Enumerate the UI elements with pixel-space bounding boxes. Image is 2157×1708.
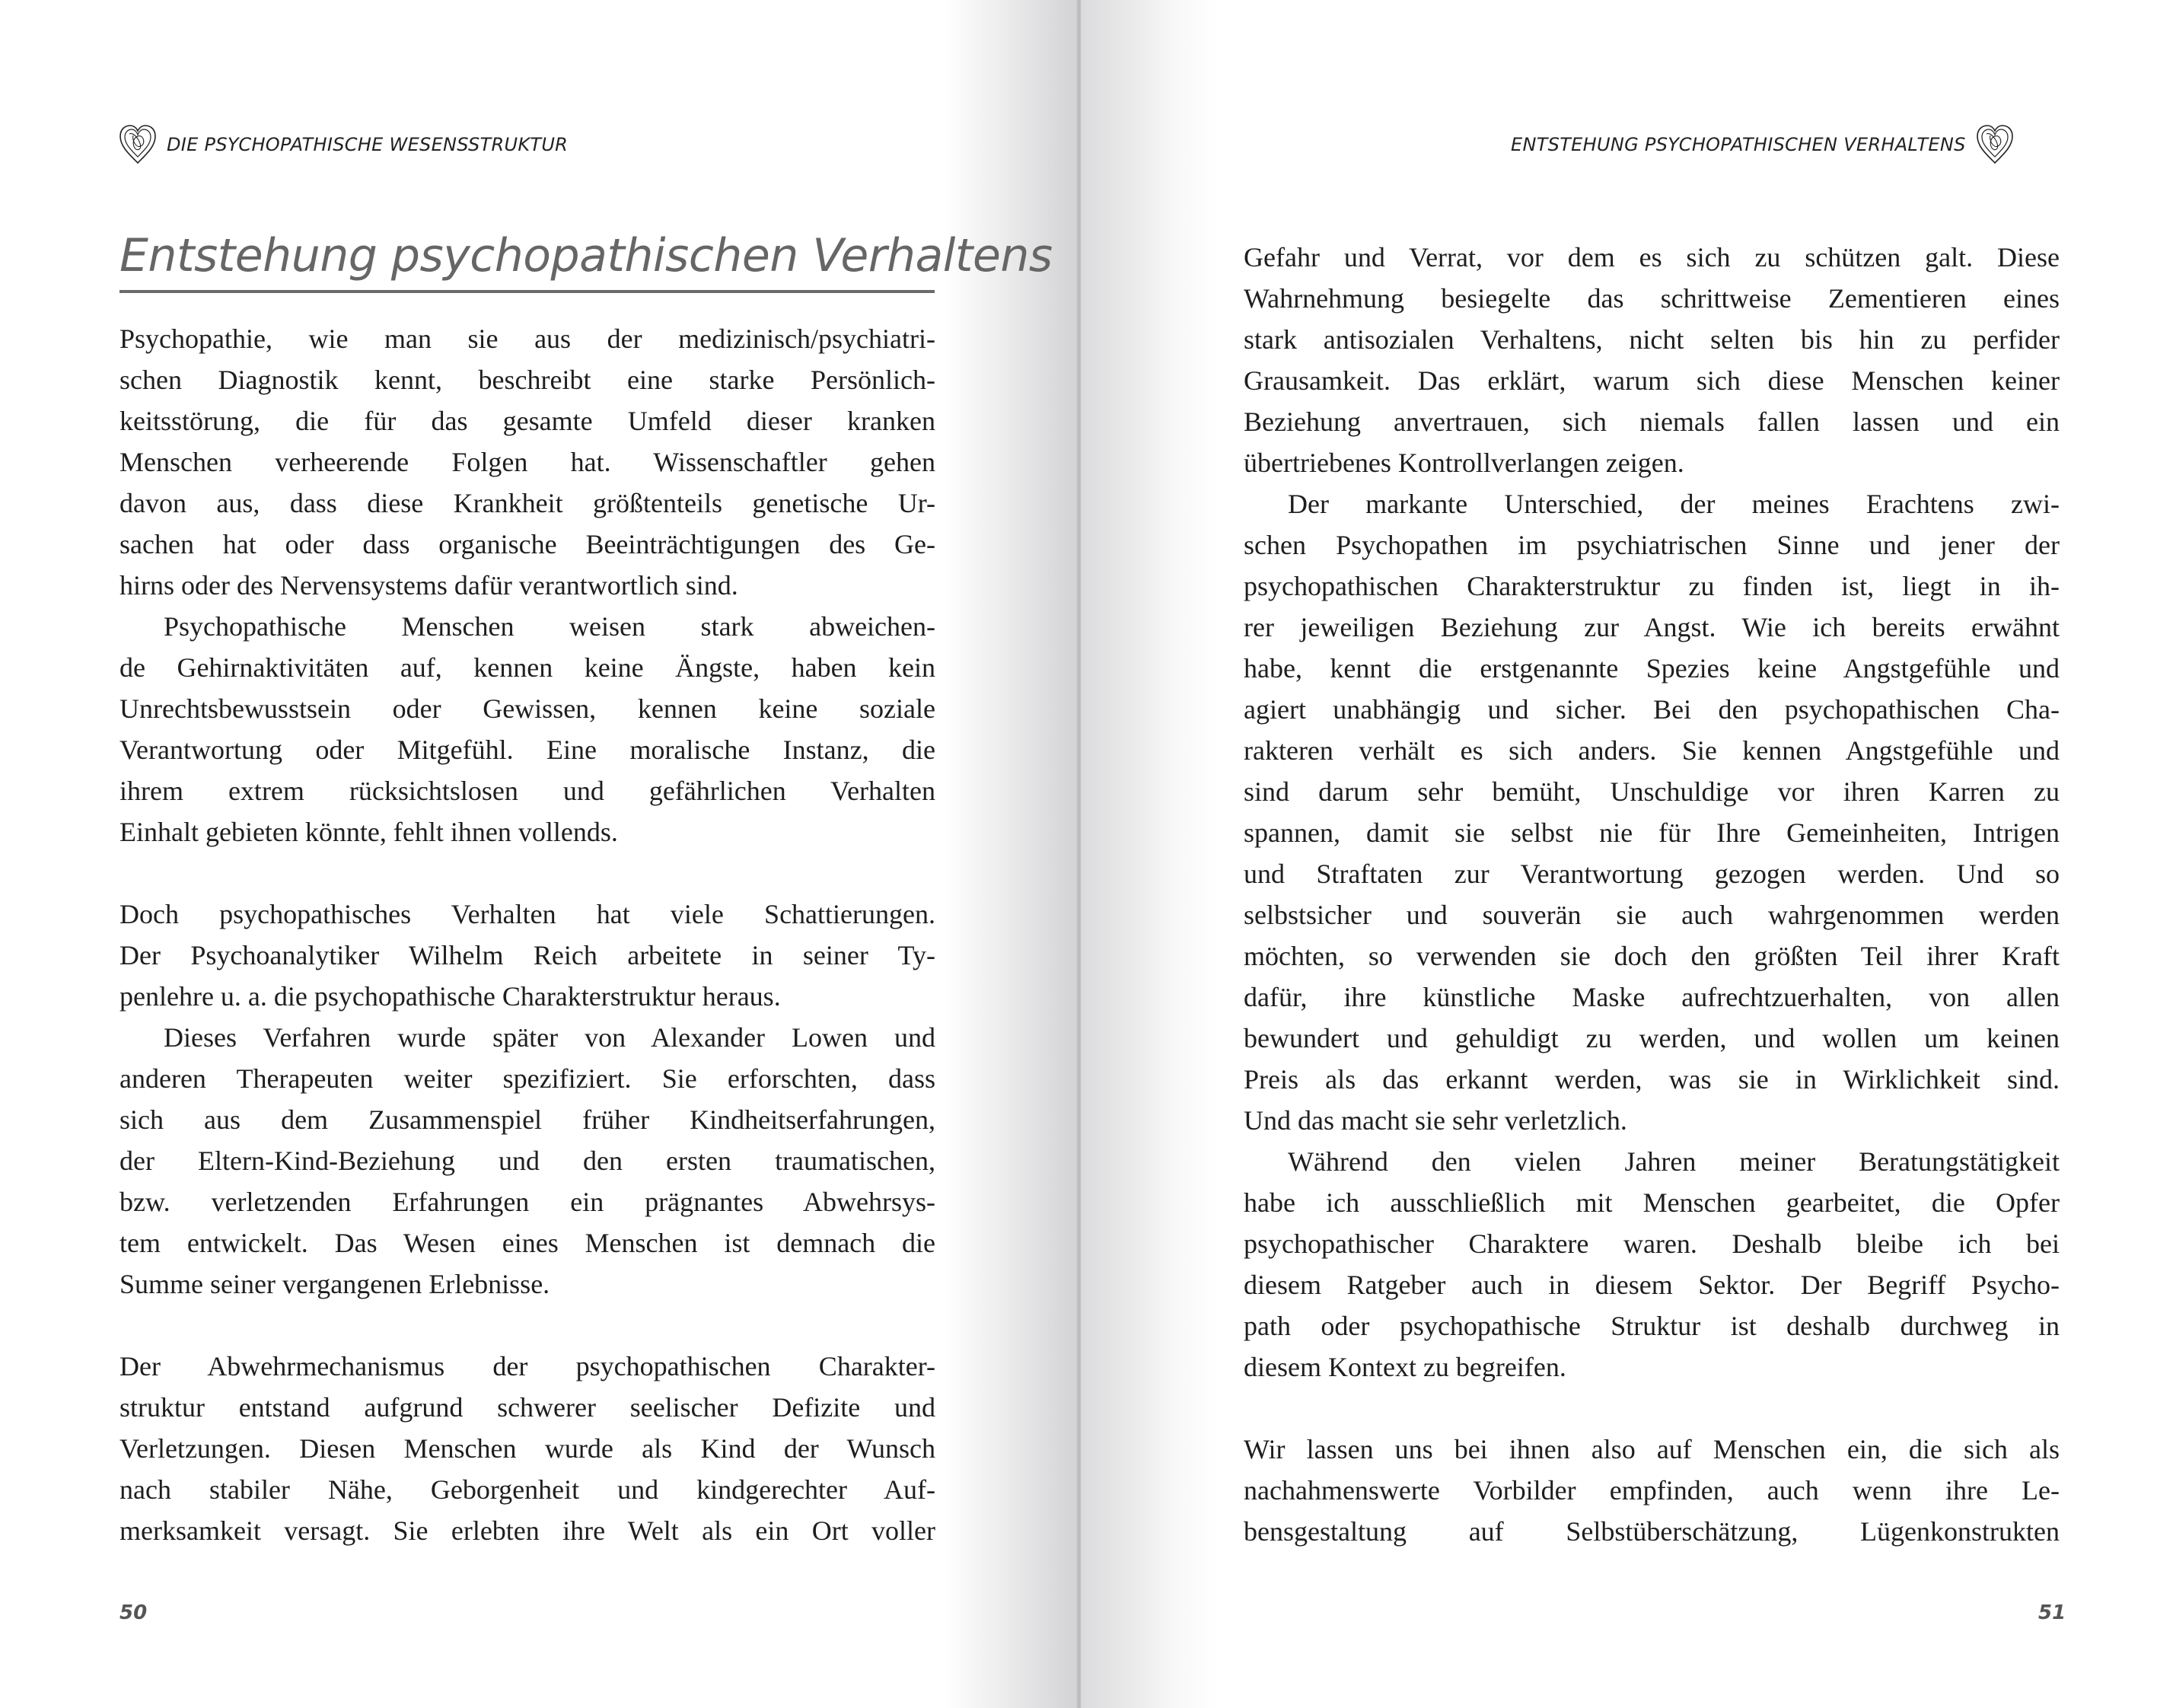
text-line: Verantwortung oder Mitgefühl. Eine moralische Instanz, die — [119, 735, 935, 765]
text-line: möchten, so verwenden sie doch den größten Teil ihrer Kraft — [1244, 941, 2060, 971]
paragraph — [1244, 1429, 2060, 1552]
text-line: habe ich ausschließlich mit Menschen gearbeitet, die Opfer — [1244, 1187, 2060, 1218]
text-line: agiert unabhängig und sicher. Bei den psychopathischen Cha- — [1244, 694, 2060, 725]
text-line: de Gehirnaktivitäten auf, kennen keine Ängste, haben kein — [119, 652, 935, 683]
text-line: penlehre u. a. die psychopathische Charakterstruktur heraus. — [119, 981, 781, 1012]
text-line: rakteren verhält es sich anders. Sie kennen Angstgefühle und — [1244, 735, 2060, 766]
paragraph — [119, 606, 935, 852]
text-line: Und das macht sie sehr verletzlich. — [1244, 1105, 1627, 1136]
text-line: selbstsicher und souverän sie auch wahrgenommen werden — [1244, 900, 2060, 930]
text-line: Der markante Unterschied, der meines Erachtens zwi- — [1288, 489, 2060, 519]
right-running-head — [1511, 128, 2015, 161]
text-line: nachahmenswerte Vorbilder empfinden, auch wenn ihre Le- — [1244, 1475, 2060, 1506]
text-line: hirns oder des Nervensystems dafür verantwortlich sind. — [119, 570, 738, 601]
right-page-body — [1244, 237, 2060, 1552]
section-heading: Entstehung psychopathischen Verhaltens — [119, 229, 1053, 282]
text-line: Psychopathische Menschen weisen stark abweichen- — [164, 611, 935, 642]
text-line: habe, kennt die erstgenannte Spezies keine Angstgefühle und — [1244, 653, 2060, 684]
running-head-text: ENTSTEHUNG PSYCHOPATHISCHEN VERHALTENS — [1511, 134, 1966, 155]
text-line: Preis als das erkannt werden, was sie in Wirklichkeit sind. — [1244, 1064, 2060, 1095]
text-line: Wahrnehmung besiegelte das schrittweise Zementieren eines — [1244, 283, 2060, 314]
text-line: Gefahr und Verrat, vor dem es sich zu schützen galt. Diese — [1244, 242, 2060, 272]
page-number-right: 51 — [2038, 1601, 2066, 1624]
text-line: und Straftaten zur Verantwortung gezogen werden. Und so — [1244, 859, 2060, 889]
heart-knot-icon — [1975, 123, 2015, 166]
text-line: Psychopathie, wie man sie aus der medizinisch/psychiatri- — [119, 323, 935, 354]
paragraph — [119, 894, 935, 1017]
text-line: keitsstörung, die für das gesamte Umfeld dieser kranken — [119, 406, 935, 436]
text-line: merksamkeit versagt. Sie erlebten ihre Welt als ein Ort voller — [119, 1515, 935, 1546]
text-line: Summe seiner vergangenen Erlebnisse. — [119, 1269, 550, 1299]
text-line: tem entwickelt. Das Wesen eines Menschen ist demnach die — [119, 1228, 935, 1258]
running-head-text: DIE PSYCHOPATHISCHE WESENSSTRUKTUR — [167, 134, 569, 155]
heart-knot-icon — [118, 123, 158, 166]
text-line: psychopathischen Charakterstruktur zu finden ist, liegt in ih- — [1244, 571, 2060, 601]
page-number-left: 50 — [119, 1601, 148, 1624]
text-line: der Eltern-Kind-Beziehung und den ersten traumatischen, — [119, 1146, 935, 1176]
text-line: diesem Kontext zu begreifen. — [1244, 1352, 1566, 1382]
text-line: Wir lassen uns bei ihnen also auf Menschen ein, die sich als — [1244, 1434, 2060, 1464]
paragraph-gap — [119, 852, 935, 894]
heading-underline — [119, 290, 935, 293]
text-line: Grausamkeit. Das erklärt, warum sich diese Menschen keiner — [1244, 365, 2060, 396]
text-line: schen Psychopathen im psychiatrischen Sinne und jener der — [1244, 530, 2060, 560]
text-line: sind darum sehr bemüht, Unschuldige vor ihren Karren zu — [1244, 776, 2060, 807]
text-line: spannen, damit sie selbst nie für Ihre Gemeinheiten, Intrigen — [1244, 817, 2060, 848]
left-running-head — [118, 128, 568, 161]
text-line: stark antisozialen Verhaltens, nicht selten bis hin zu perfider — [1244, 324, 2060, 355]
paragraph — [1244, 1141, 2060, 1388]
text-line: Verletzungen. Diesen Menschen wurde als Kind der Wunsch — [119, 1433, 935, 1464]
text-line: Einhalt gebieten könnte, fehlt ihnen vollends. — [119, 817, 618, 847]
text-line: Menschen verheerende Folgen hat. Wissenschaftler gehen — [119, 447, 935, 477]
text-line: Beziehung anvertrauen, sich niemals fallen lassen und ein — [1244, 406, 2060, 437]
text-line: davon aus, dass diese Krankheit größtenteils genetische Ur- — [119, 488, 935, 518]
paragraph — [119, 1017, 935, 1305]
text-line: übertriebenes Kontrollverlangen zeigen. — [1244, 448, 1684, 478]
paragraph-gap — [119, 1305, 935, 1346]
text-line: nach stabiler Nähe, Geborgenheit und kindgerechter Auf- — [119, 1474, 935, 1505]
text-line: path oder psychopathische Struktur ist deshalb durchweg in — [1244, 1311, 2060, 1341]
text-line: anderen Therapeuten weiter spezifiziert. Sie erforschten, dass — [119, 1063, 935, 1094]
text-line: sich aus dem Zusammenspiel früher Kindheitserfahrungen, — [119, 1104, 935, 1135]
text-line: sachen hat oder dass organische Beeinträchtigungen des Ge- — [119, 529, 935, 559]
text-line: dafür, ihre künstliche Maske aufrechtzuerhalten, von allen — [1244, 982, 2060, 1012]
paragraph — [119, 318, 935, 606]
text-line: ihrem extrem rücksichtslosen und gefährlichen Verhalten — [119, 776, 935, 806]
text-line: schen Diagnostik kennt, beschreibt eine starke Persönlich- — [119, 365, 935, 395]
text-line: rer jeweiligen Beziehung zur Angst. Wie ich bereits erwähnt — [1244, 612, 2060, 642]
text-line: Der Abwehrmechanismus der psychopathischen Charakter- — [119, 1351, 935, 1381]
text-line: bewundert und gehuldigt zu werden, und wollen um keinen — [1244, 1023, 2060, 1053]
paragraph-gap — [1244, 1388, 2060, 1429]
left-page-body — [119, 318, 935, 1551]
text-line: Doch psychopathisches Verhalten hat viele Schattierungen. — [119, 899, 935, 929]
text-line: bensgestaltung auf Selbstüberschätzung, Lügenkonstrukten — [1244, 1516, 2060, 1547]
text-line: bzw. verletzenden Erfahrungen ein prägnantes Abwehrsys- — [119, 1187, 935, 1217]
text-line: Während den vielen Jahren meiner Beratungstätigkeit — [1288, 1146, 2060, 1177]
text-line: Der Psychoanalytiker Wilhelm Reich arbeitete in seiner Ty- — [119, 940, 935, 970]
text-line: struktur entstand aufgrund schwerer seelischer Defizite und — [119, 1392, 935, 1423]
text-line: Dieses Verfahren wurde später von Alexander Lowen und — [164, 1022, 935, 1053]
text-line: Unrechtsbewusstsein oder Gewissen, kennen keine soziale — [119, 693, 935, 724]
paragraph — [1244, 237, 2060, 483]
text-line: diesem Ratgeber auch in diesem Sektor. Der Begriff Psycho- — [1244, 1270, 2060, 1300]
text-line: psychopathischer Charaktere waren. Deshalb bleibe ich bei — [1244, 1228, 2060, 1259]
paragraph — [1244, 483, 2060, 1141]
paragraph — [119, 1346, 935, 1551]
